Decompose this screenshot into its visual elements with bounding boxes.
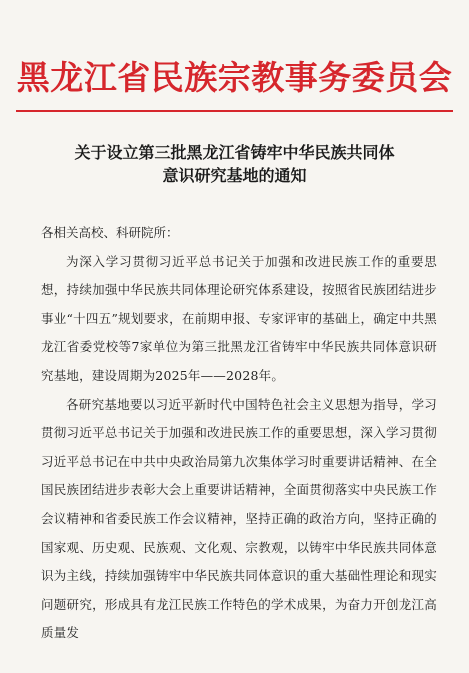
- document-body: [41, 219, 437, 648]
- letterhead-org-name: 黑龙江省民族宗教事务委员会: [16, 58, 453, 97]
- paragraph-2: 各研究基地要以习近平新时代中国特色社会主义思想为指导，学习贯彻习近平总书记关于加强和改进民族工作的重要思想，深入学习贯彻习近平总书记在中共中央政治局第九次集体学习时重要讲话精神、在全国民族团结进步表彰大会上重要讲话精神，全面贯彻落实中央民族工作会议精神和省委民族工作会议精神，坚持正确的政治方向，坚持正确的国家观、历史观、民族观、文化观、宗教观，以铸牢中华民族共同体意识为主线，持续加强铸牢中华民族共同体意识的重大基础性理论和现实问题研究，形成具有龙江民族工作特色的学术成果，为奋力开创龙江高质量发: [41, 396, 437, 641]
- paragraph-1: 为深入学习贯彻习近平总书记关于加强和改进民族工作的重要思想，持续加强中华民族共同体理论研究体系建设，按照省民族团结进步事业“十四五”规划要求，在前期申报、专家评审的基础上，确定中共黑龙江省委党校等7家单位为第三批黑龙江省铸牢中华民族共同体意识研究基地，建设周期为2025年——2028年。: [41, 253, 437, 383]
- document-title: [0, 141, 469, 187]
- letterhead-divider: [16, 110, 453, 112]
- title-line-1: 关于设立第三批黑龙江省铸牢中华民族共同体: [74, 143, 395, 162]
- salutation: 各相关高校、科研院所：: [41, 225, 179, 240]
- title-line-2: 意识研究基地的通知: [162, 166, 307, 185]
